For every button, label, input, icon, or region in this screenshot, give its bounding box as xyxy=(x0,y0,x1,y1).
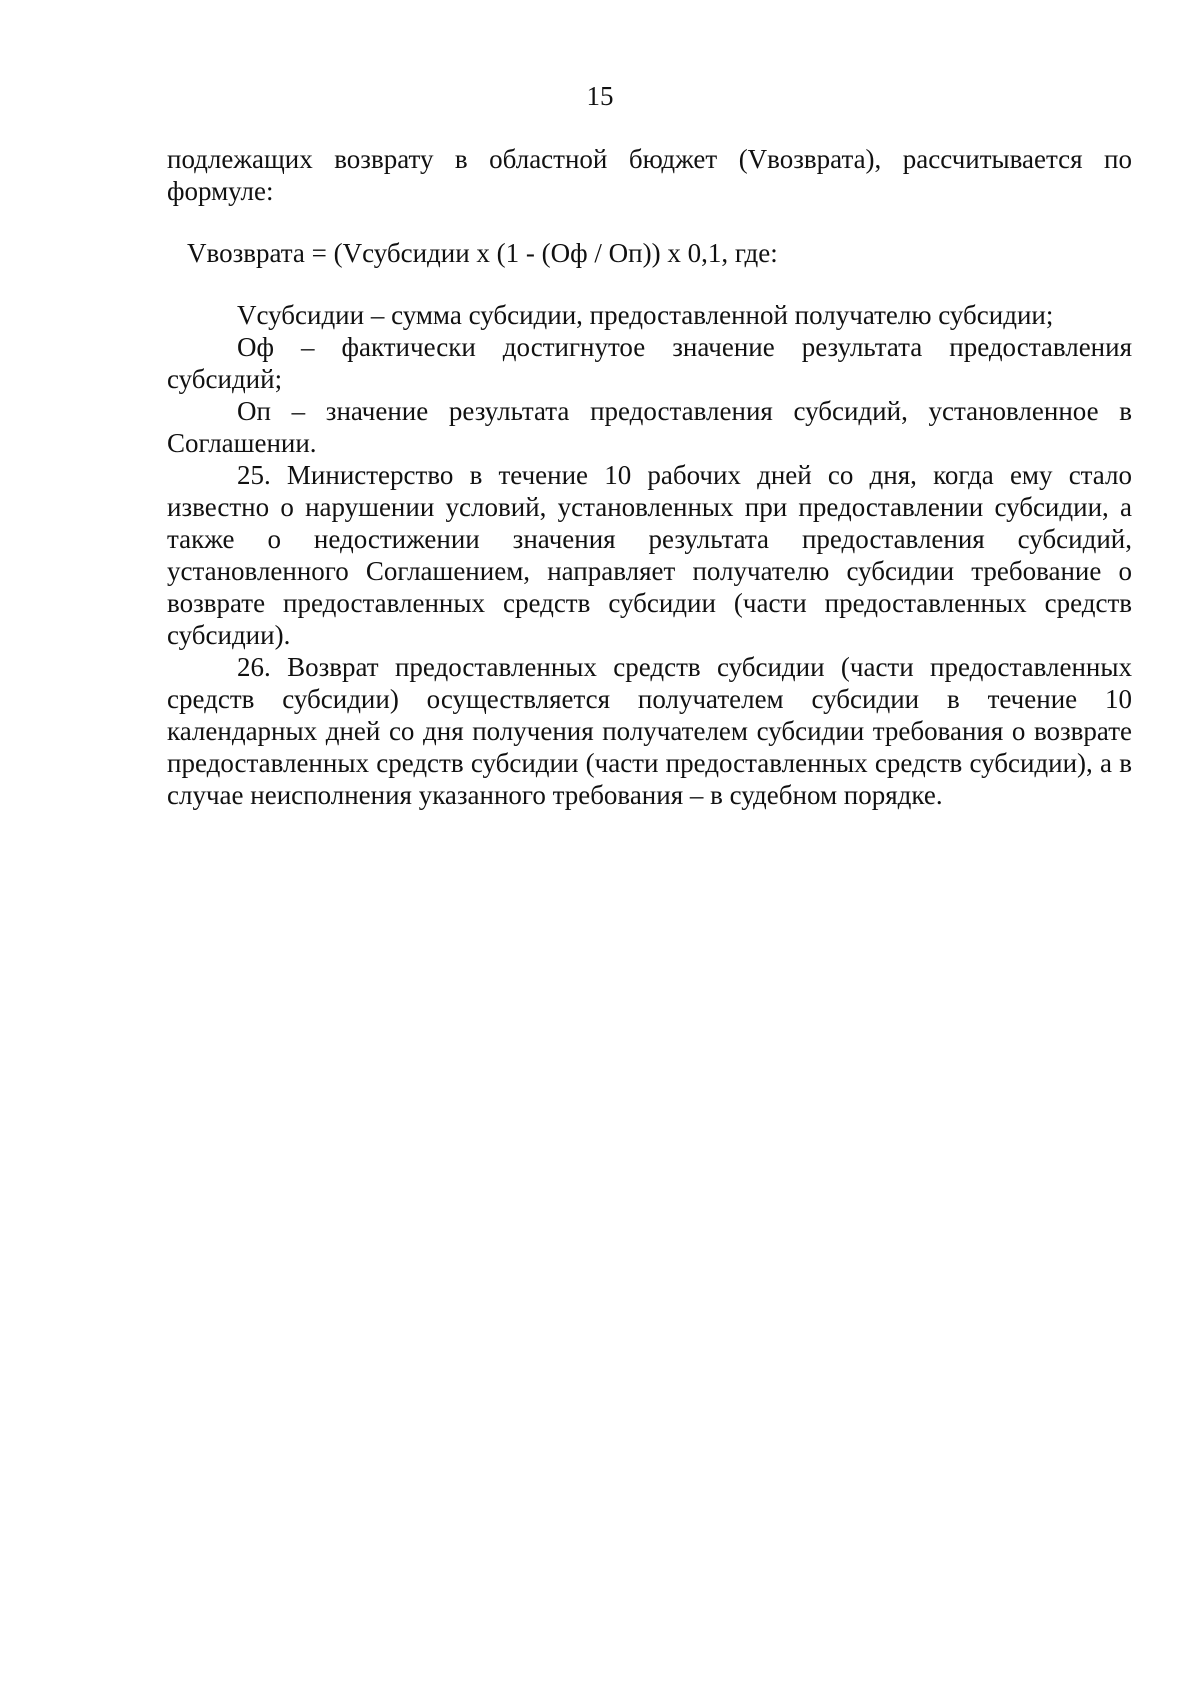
paragraph-25: 25. Министерство в течение 10 рабочих дней со дня, когда ему стало известно о нарушении условий, установленных при предоставлении субсидии, а также о недостижении значения результата предоставления субсидий, установленного Соглашением, направляет получателю субсидии требование о возврате предоставленных средств субсидии (части предоставленных средств субсидии). xyxy=(167,460,1132,650)
formula: Vвозврата = (Vсубсидии x (1 - (Оф / Оп)) x 0,1, где: xyxy=(187,238,778,268)
document-body xyxy=(167,143,1132,811)
definition-of: Оф – фактически достигнутое значение результата предоставления субсидий; xyxy=(167,332,1132,394)
definition-v-subsidy: Vсубсидии – сумма субсидии, предоставленной получателю субсидии; xyxy=(237,300,1054,330)
page-number: 15 xyxy=(586,81,614,111)
paragraph-continuation: подлежащих возврату в областной бюджет (Vвозврата), рассчитывается по формуле: xyxy=(167,144,1132,206)
definition-op: Оп – значение результата предоставления субсидий, установленное в Соглашении. xyxy=(167,396,1132,458)
paragraph-26: 26. Возврат предоставленных средств субсидии (части предоставленных средств субсидии) осуществляется получателем субсидии в течение 10 календарных дней со дня получения получателем субсидии требования о возврате предоставленных средств субсидии (части предоставленных средств субсидии), а в случае неисполнения указанного требования – в судебном порядке. xyxy=(167,652,1132,810)
